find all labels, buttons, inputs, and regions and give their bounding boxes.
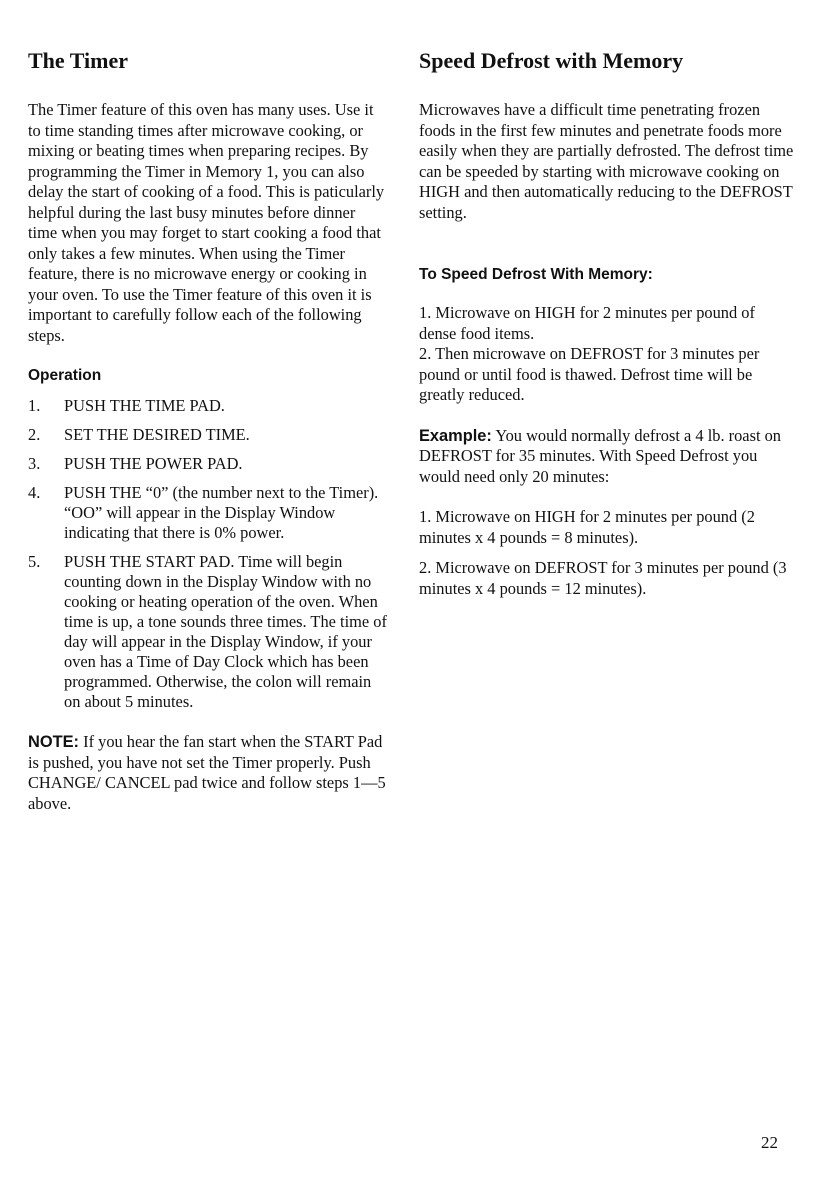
- defrost-step-2: 2. Then microwave on DEFROST for 3 minutes per pound or until food is thawed. Defrost time will be greatly reduced.: [419, 344, 760, 404]
- operation-step: [28, 483, 388, 543]
- step-text: PUSH THE START PAD. Time will begin counting down in the Display Window with no cooking or heating operation of the oven. When time is up, a tone sounds three times. The time of day will appear in the Display Window, if your oven has a Time of Day Clock which has been programmed. Otherwise, the colon will remain on about 5 minutes.: [64, 552, 387, 711]
- operation-steps: [28, 396, 388, 712]
- timer-intro: The Timer feature of this oven has many uses. Use it to time standing times after microwave cooking, or mixing or beating times when preparing recipes. By programming the Timer in Memory 1, you can also delay the start of cooking of a food. This is paticularly helpful during the last busy minutes before dinner time when you may forget to start cooking a food that only takes a few minutes. When using the Timer feature, there is no microwave energy or cooking in your oven. To use the Timer feature of this oven it is important to carefully follow each of the following steps.: [28, 100, 385, 345]
- right-column: [419, 46, 794, 599]
- defrost-step-1: 1. Microwave on HIGH for 2 minutes per pound of dense food items.: [419, 303, 755, 343]
- operation-heading: Operation: [28, 367, 102, 384]
- step-text: SET THE DESIRED TIME.: [64, 425, 250, 444]
- note-text: If you hear the fan start when the START Pad is pushed, you have not set the Timer properly. Push CHANGE/ CANCEL pad twice and follow steps 1—5 above.: [28, 732, 386, 813]
- example-step-1: 1. Microwave on HIGH for 2 minutes per pound (2 minutes x 4 pounds = 8 minutes).: [419, 507, 755, 547]
- step-number: 3.: [28, 454, 41, 473]
- defrost-intro: Microwaves have a difficult time penetrating frozen foods in the first few minutes and penetrate foods more easily when they are partially defrosted. The defrost time can be speeded by starting with microwave cooking on HIGH and then automatically reducing to the DEFROST setting.: [419, 100, 794, 222]
- defrost-subheading: To Speed Defrost With Memory:: [419, 266, 653, 283]
- step-text: PUSH THE POWER PAD.: [64, 454, 243, 473]
- example-text: You would normally defrost a 4 lb. roast on DEFROST for 35 minutes. With Speed Defrost you would need only 20 minutes:: [419, 425, 781, 486]
- example-step-2: 2. Microwave on DEFROST for 3 minutes per pound (3 minutes x 4 pounds = 12 minutes).: [419, 558, 787, 598]
- step-number: 1.: [28, 396, 41, 415]
- operation-step: [28, 552, 388, 712]
- timer-title: The Timer: [28, 48, 129, 73]
- step-text: PUSH THE “0” (the number next to the Timer). “OO” will appear in the Display Window indicating that there is 0% power.: [64, 483, 379, 542]
- step-text: PUSH THE TIME PAD.: [64, 396, 225, 415]
- timer-note: [28, 732, 388, 814]
- step-number: 4.: [28, 483, 41, 502]
- step-number: 5.: [28, 552, 41, 571]
- page-number: 22: [761, 1133, 778, 1152]
- left-column: [28, 46, 388, 814]
- note-label: NOTE:: [28, 733, 79, 751]
- operation-step: [28, 396, 388, 416]
- defrost-example: [419, 426, 794, 488]
- operation-step: [28, 454, 388, 474]
- step-number: 2.: [28, 425, 41, 444]
- operation-step: [28, 425, 388, 445]
- example-label: Example:: [419, 426, 492, 445]
- defrost-title: Speed Defrost with Memory: [419, 48, 684, 73]
